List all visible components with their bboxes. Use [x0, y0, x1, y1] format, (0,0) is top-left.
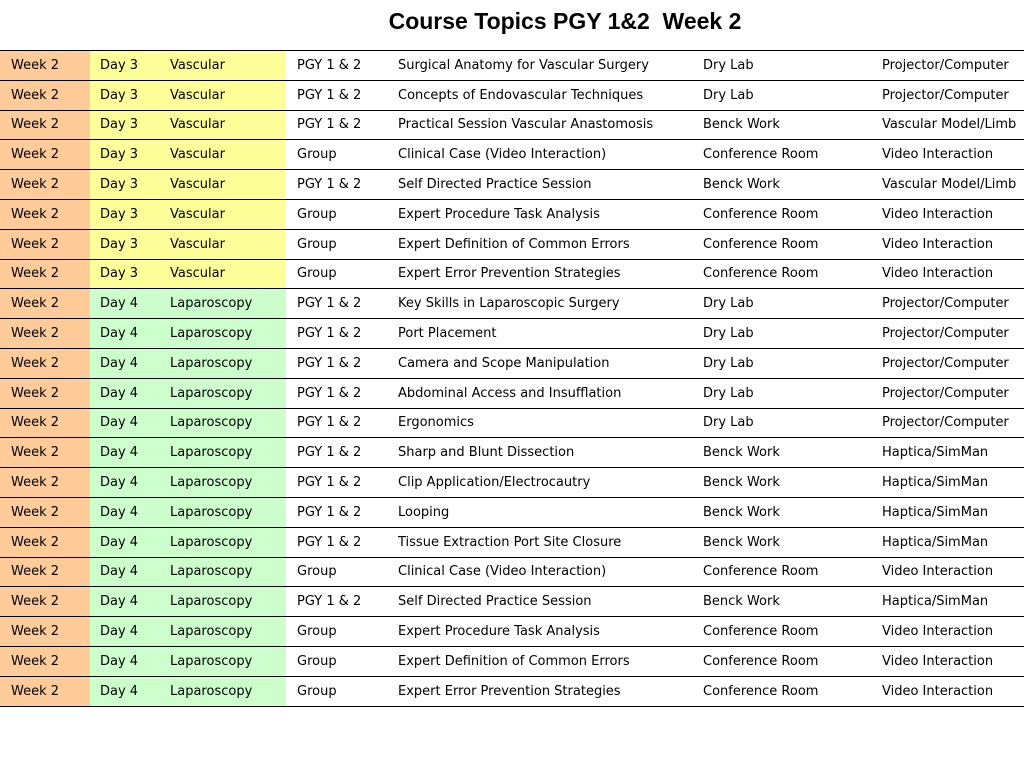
module-cell: Vascular [160, 200, 286, 229]
day-cell: Day 3 [90, 81, 160, 110]
module-cell: Laparoscopy [160, 677, 286, 706]
day-cell: Day 4 [90, 409, 160, 438]
day-cell: Day 3 [90, 200, 160, 229]
module-cell: Vascular [160, 51, 286, 80]
week-cell: Week 2 [0, 230, 90, 259]
location-cell: Benck Work [703, 475, 780, 491]
level-cell: Group [297, 624, 337, 640]
week-cell: Week 2 [0, 170, 90, 199]
topic-cell: Expert Procedure Task Analysis [398, 206, 600, 222]
module-cell: Laparoscopy [160, 587, 286, 616]
location-cell: Dry Lab [703, 385, 754, 401]
week-cell: Week 2 [0, 51, 90, 80]
day-cell: Day 3 [90, 170, 160, 199]
day-cell: Day 4 [90, 349, 160, 378]
location-cell: Benck Work [703, 445, 780, 461]
module-cell: Vascular [160, 170, 286, 199]
resource-cell: Video Interaction [882, 564, 994, 580]
topic-cell: Expert Definition of Common Errors [398, 236, 630, 252]
module-cell: Laparoscopy [160, 617, 286, 646]
location-cell: Conference Room [703, 653, 819, 669]
topic-cell: Clip Application/Electrocautry [398, 475, 591, 491]
week-cell: Week 2 [0, 289, 90, 318]
location-cell: Benck Work [703, 504, 780, 520]
topic-cell: Tissue Extraction Port Site Closure [398, 534, 622, 550]
topic-cell: Expert Error Prevention Strategies [398, 266, 621, 282]
resource-cell: Haptica/SimMan [882, 594, 989, 610]
resource-cell: Video Interaction [882, 206, 994, 222]
table-row [0, 289, 1024, 319]
resource-cell: Video Interaction [882, 653, 994, 669]
module-cell: Laparoscopy [160, 647, 286, 676]
topic-cell: Concepts of Endovascular Techniques [398, 87, 644, 103]
module-cell: Laparoscopy [160, 379, 286, 408]
day-cell: Day 3 [90, 140, 160, 169]
topic-cell: Sharp and Blunt Dissection [398, 445, 575, 461]
module-cell: Vascular [160, 111, 286, 140]
location-cell: Dry Lab [703, 415, 754, 431]
location-cell: Conference Room [703, 683, 819, 699]
module-cell: Laparoscopy [160, 319, 286, 348]
module-cell: Vascular [160, 140, 286, 169]
week-cell: Week 2 [0, 349, 90, 378]
level-cell: PGY 1 & 2 [297, 415, 362, 431]
resource-cell: Haptica/SimMan [882, 445, 989, 461]
module-cell: Vascular [160, 260, 286, 289]
module-cell: Vascular [160, 230, 286, 259]
day-cell: Day 3 [90, 260, 160, 289]
table-row [0, 111, 1024, 141]
topic-cell: Looping [398, 504, 450, 520]
resource-cell: Haptica/SimMan [882, 504, 989, 520]
table-row [0, 349, 1024, 379]
day-cell: Day 3 [90, 230, 160, 259]
table-row [0, 170, 1024, 200]
week-cell: Week 2 [0, 379, 90, 408]
table-row [0, 51, 1024, 81]
topic-cell: Surgical Anatomy for Vascular Surgery [398, 57, 649, 73]
location-cell: Conference Room [703, 147, 819, 163]
location-cell: Conference Room [703, 266, 819, 282]
level-cell: Group [297, 564, 337, 580]
module-cell: Laparoscopy [160, 409, 286, 438]
week-cell: Week 2 [0, 617, 90, 646]
resource-cell: Video Interaction [882, 147, 994, 163]
week-cell: Week 2 [0, 438, 90, 467]
week-cell: Week 2 [0, 81, 90, 110]
module-cell: Laparoscopy [160, 289, 286, 318]
module-cell: Laparoscopy [160, 349, 286, 378]
level-cell: Group [297, 147, 337, 163]
resource-cell: Projector/Computer [882, 57, 1009, 73]
level-cell: PGY 1 & 2 [297, 504, 362, 520]
location-cell: Benck Work [703, 117, 780, 133]
location-cell: Conference Room [703, 206, 819, 222]
resource-cell: Video Interaction [882, 683, 994, 699]
topic-cell: Expert Procedure Task Analysis [398, 624, 600, 640]
table-row [0, 528, 1024, 558]
resource-cell: Video Interaction [882, 236, 994, 252]
level-cell: PGY 1 & 2 [297, 57, 362, 73]
module-cell: Laparoscopy [160, 528, 286, 557]
module-cell: Laparoscopy [160, 468, 286, 497]
week-cell: Week 2 [0, 498, 90, 527]
week-cell: Week 2 [0, 319, 90, 348]
resource-cell: Projector/Computer [882, 296, 1009, 312]
location-cell: Conference Room [703, 564, 819, 580]
day-cell: Day 4 [90, 528, 160, 557]
table-row [0, 438, 1024, 468]
day-cell: Day 4 [90, 379, 160, 408]
level-cell: Group [297, 653, 337, 669]
day-cell: Day 4 [90, 617, 160, 646]
location-cell: Dry Lab [703, 296, 754, 312]
resource-cell: Video Interaction [882, 624, 994, 640]
module-cell: Laparoscopy [160, 558, 286, 587]
resource-cell: Projector/Computer [882, 355, 1009, 371]
topic-cell: Self Directed Practice Session [398, 177, 592, 193]
table-row [0, 409, 1024, 439]
table-row [0, 677, 1024, 707]
topic-cell: Expert Error Prevention Strategies [398, 683, 621, 699]
table-row [0, 319, 1024, 349]
location-cell: Benck Work [703, 177, 780, 193]
level-cell: Group [297, 266, 337, 282]
topic-cell: Key Skills in Laparoscopic Surgery [398, 296, 620, 312]
week-cell: Week 2 [0, 468, 90, 497]
level-cell: PGY 1 & 2 [297, 355, 362, 371]
topic-cell: Self Directed Practice Session [398, 594, 592, 610]
level-cell: PGY 1 & 2 [297, 475, 362, 491]
level-cell: PGY 1 & 2 [297, 177, 362, 193]
day-cell: Day 4 [90, 289, 160, 318]
table-row [0, 468, 1024, 498]
topic-cell: Abdominal Access and Insufflation [398, 385, 622, 401]
day-cell: Day 4 [90, 558, 160, 587]
resource-cell: Projector/Computer [882, 415, 1009, 431]
page-title: Course Topics PGY 1&2 Week 2 [388, 8, 742, 34]
week-cell: Week 2 [0, 647, 90, 676]
level-cell: PGY 1 & 2 [297, 594, 362, 610]
table-row [0, 498, 1024, 528]
table-row [0, 558, 1024, 588]
day-cell: Day 3 [90, 51, 160, 80]
week-cell: Week 2 [0, 111, 90, 140]
level-cell: PGY 1 & 2 [297, 326, 362, 342]
level-cell: PGY 1 & 2 [297, 296, 362, 312]
week-cell: Week 2 [0, 558, 90, 587]
week-cell: Week 2 [0, 587, 90, 616]
course-topics-table [0, 50, 1024, 709]
day-cell: Day 4 [90, 468, 160, 497]
day-cell: Day 4 [90, 587, 160, 616]
resource-cell: Vascular Model/Limb [882, 177, 1017, 193]
week-cell: Week 2 [0, 200, 90, 229]
day-cell: Day 3 [90, 111, 160, 140]
level-cell: PGY 1 & 2 [297, 87, 362, 103]
level-cell: PGY 1 & 2 [297, 534, 362, 550]
location-cell: Conference Room [703, 624, 819, 640]
module-cell: Laparoscopy [160, 438, 286, 467]
table-row [0, 647, 1024, 677]
week-cell: Week 2 [0, 140, 90, 169]
table-row [0, 617, 1024, 647]
resource-cell: Projector/Computer [882, 385, 1009, 401]
day-cell: Day 4 [90, 438, 160, 467]
day-cell: Day 4 [90, 677, 160, 706]
module-cell: Vascular [160, 81, 286, 110]
topic-cell: Clinical Case (Video Interaction) [398, 564, 607, 580]
resource-cell: Haptica/SimMan [882, 534, 989, 550]
level-cell: Group [297, 683, 337, 699]
level-cell: PGY 1 & 2 [297, 117, 362, 133]
day-cell: Day 4 [90, 647, 160, 676]
topic-cell: Clinical Case (Video Interaction) [398, 147, 607, 163]
resource-cell: Video Interaction [882, 266, 994, 282]
level-cell: Group [297, 236, 337, 252]
location-cell: Dry Lab [703, 57, 754, 73]
resource-cell: Vascular Model/Limb [882, 117, 1017, 133]
location-cell: Benck Work [703, 534, 780, 550]
week-cell: Week 2 [0, 677, 90, 706]
resource-cell: Projector/Computer [882, 326, 1009, 342]
table-row [0, 140, 1024, 170]
module-cell: Laparoscopy [160, 498, 286, 527]
resource-cell: Projector/Computer [882, 87, 1009, 103]
location-cell: Dry Lab [703, 87, 754, 103]
topic-cell: Port Placement [398, 326, 497, 342]
topic-cell: Practical Session Vascular Anastomosis [398, 117, 654, 133]
table-row [0, 260, 1024, 290]
week-cell: Week 2 [0, 409, 90, 438]
week-cell: Week 2 [0, 528, 90, 557]
level-cell: Group [297, 206, 337, 222]
topic-cell: Camera and Scope Manipulation [398, 355, 610, 371]
topic-cell: Expert Definition of Common Errors [398, 653, 630, 669]
location-cell: Dry Lab [703, 326, 754, 342]
table-row [0, 200, 1024, 230]
resource-cell: Haptica/SimMan [882, 475, 989, 491]
week-cell: Week 2 [0, 260, 90, 289]
level-cell: PGY 1 & 2 [297, 445, 362, 461]
day-cell: Day 4 [90, 319, 160, 348]
level-cell: PGY 1 & 2 [297, 385, 362, 401]
topic-cell: Ergonomics [398, 415, 474, 431]
location-cell: Conference Room [703, 236, 819, 252]
location-cell: Benck Work [703, 594, 780, 610]
day-cell: Day 4 [90, 498, 160, 527]
table-row [0, 230, 1024, 260]
table-row [0, 379, 1024, 409]
table-row [0, 587, 1024, 617]
location-cell: Dry Lab [703, 355, 754, 371]
table-row [0, 81, 1024, 111]
